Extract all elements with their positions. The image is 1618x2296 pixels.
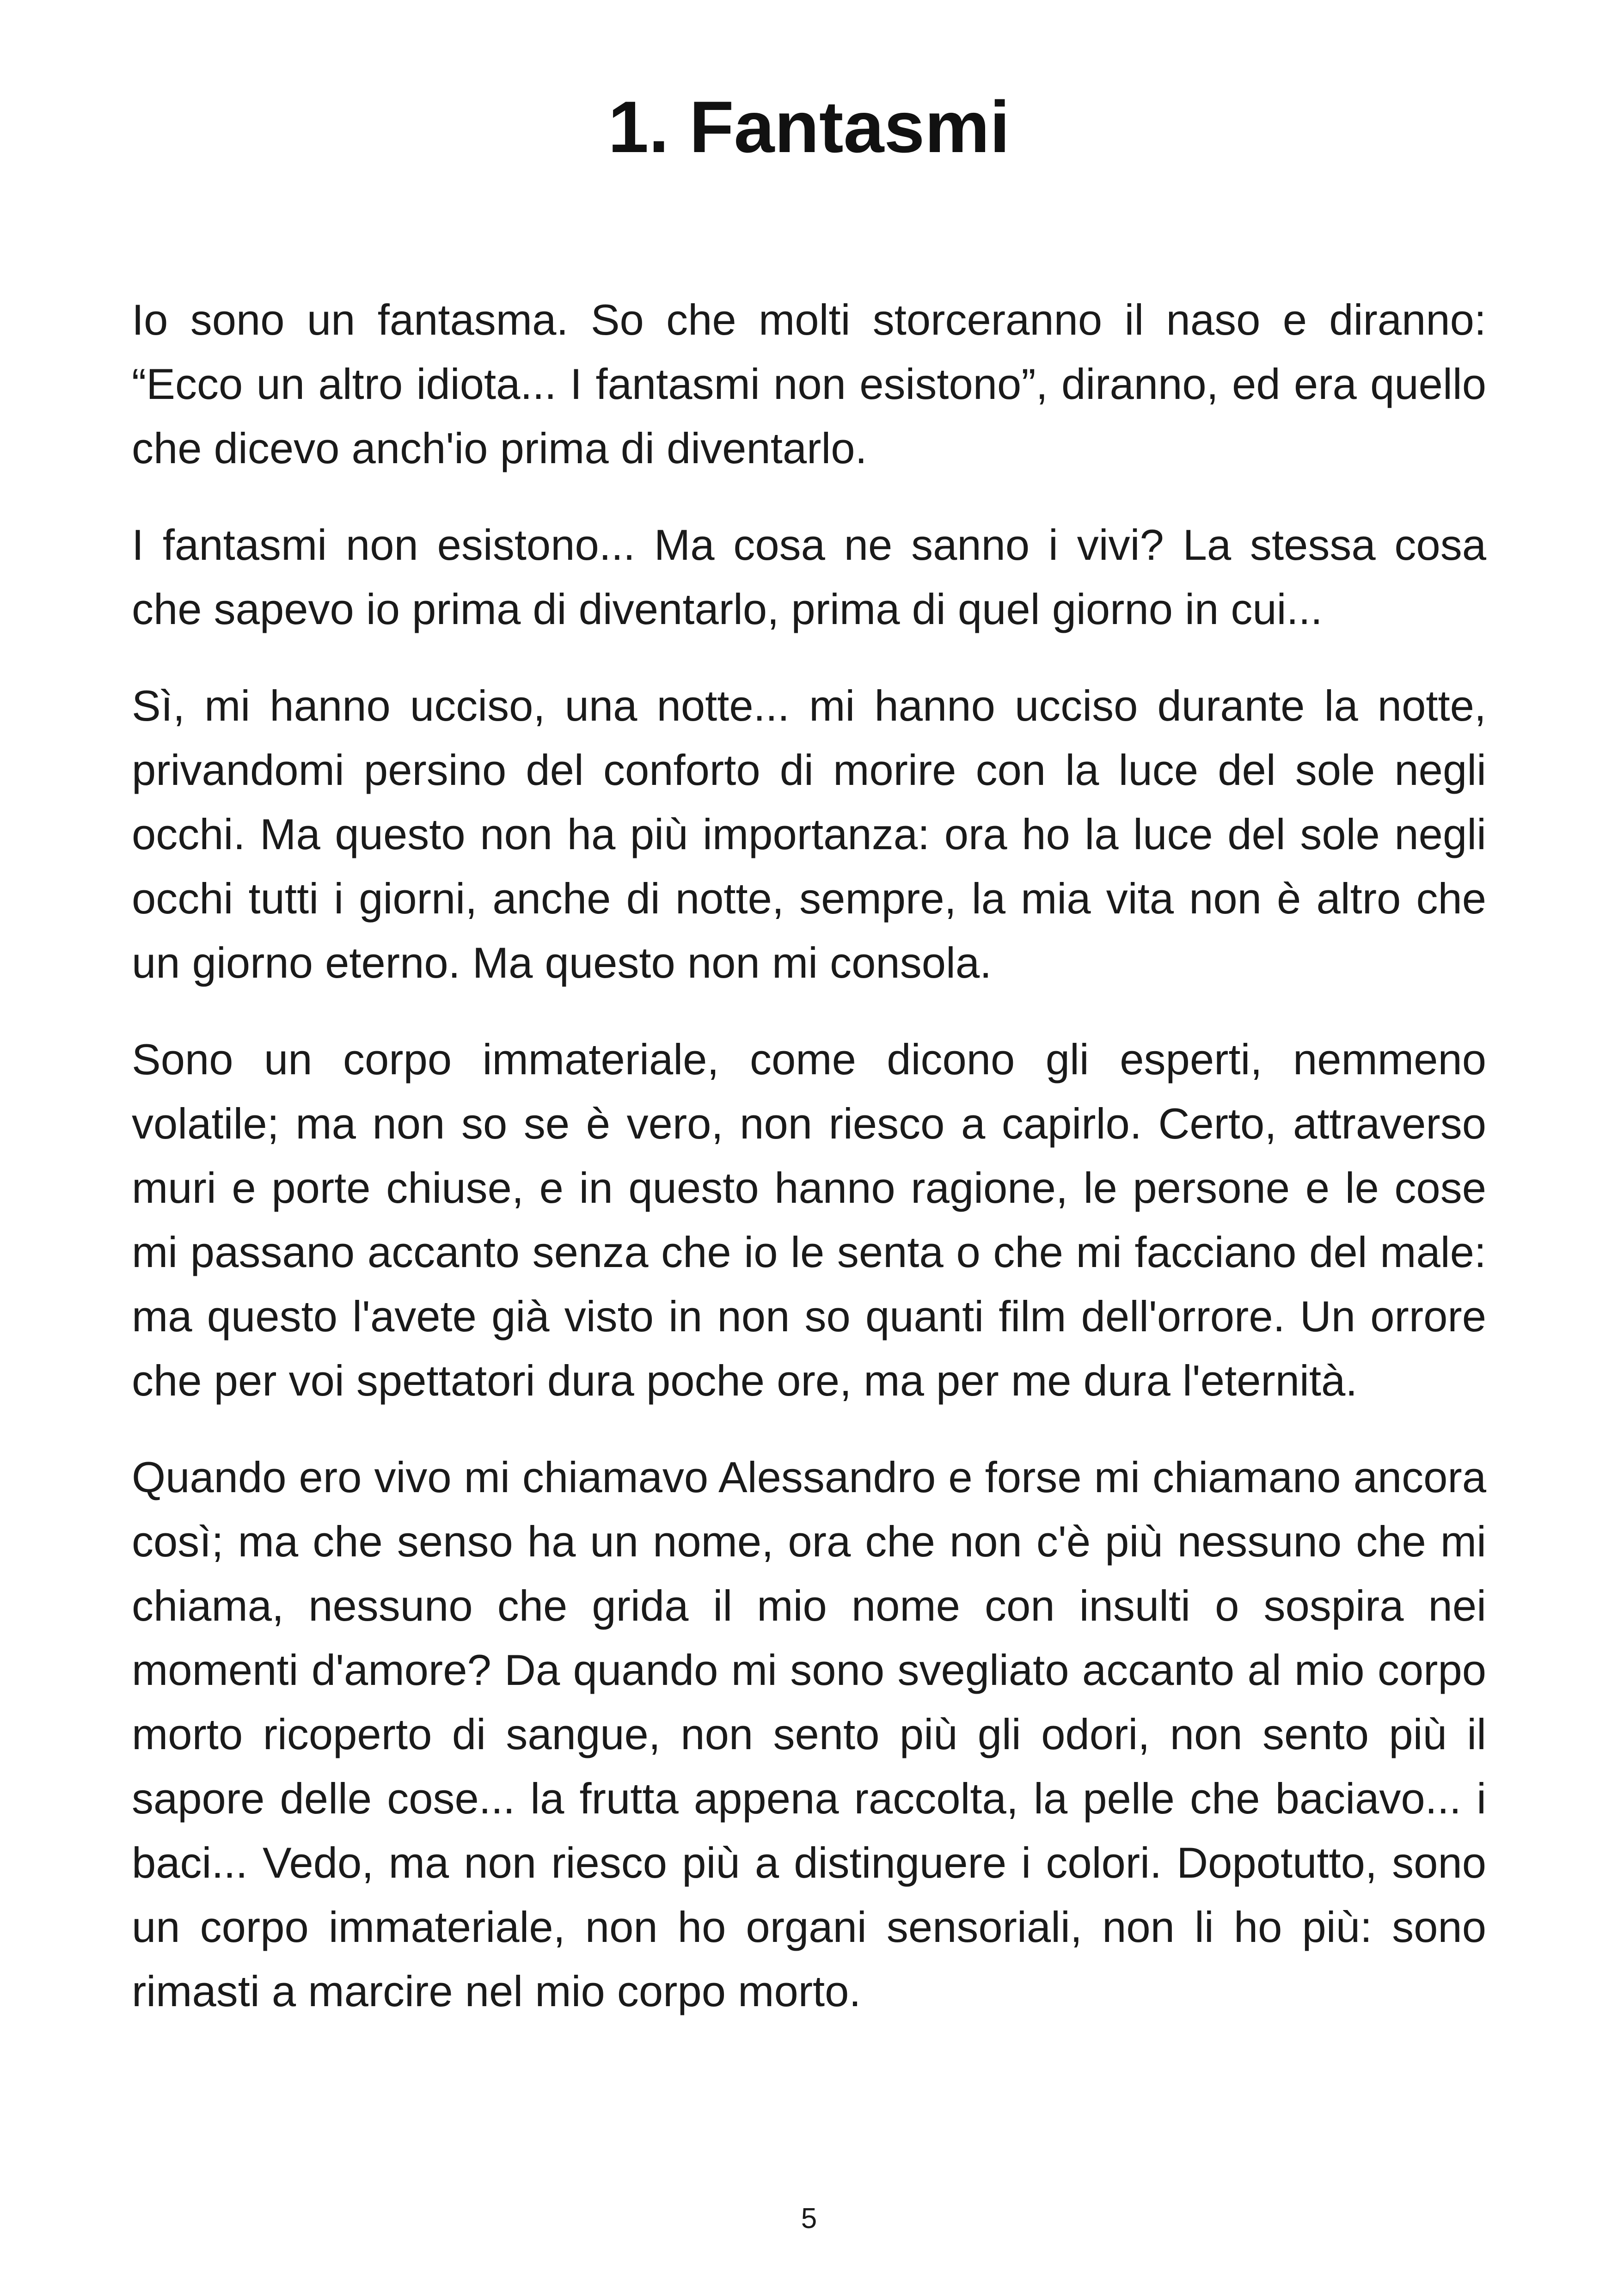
chapter-body bbox=[132, 288, 1486, 2056]
paragraph-5: Quando ero vivo mi chiamavo Alessandro e forse mi chiamano ancora così; ma che senso ha un nome, ora che non c'è più nessuno che mi chiama, nessuno che grida il mio nome con insulti o sospira nei momenti d'amore? Da quando mi sono svegliato accanto al mio corpo morto ricoperto di sangue, non sento più gli odori, non sento più il sapore delle cose... la frutta appena raccolta, la pelle che baciavo... i baci... Vedo, ma non riesco più a distinguere i colori. Dopotutto, sono un corpo immateriale, non ho organi sensoriali, non li ho più: sono rimasti a marcire nel mio corpo morto. bbox=[132, 1453, 1486, 2015]
paragraph-4: Sono un corpo immateriale, come dicono gli esperti, nemmeno volatile; ma non so se è vero, non riesco a capirlo. Certo, attraverso muri e porte chiuse, e in questo hanno ragione, le persone e le cose mi passano accanto senza che io le senta o che mi facciano del male: ma questo l'avete già visto in non so quanti film dell'orrore. Un orrore che per voi spettatori dura poche ore, ma per me dura l'eternità. bbox=[132, 1035, 1486, 1405]
chapter-title: 1. Fantasmi bbox=[608, 86, 1010, 168]
paragraph-2: I fantasmi non esistono... Ma cosa ne sanno i vivi? La stessa cosa che sapevo io prima di diventarlo, prima di quel giorno in cui... bbox=[132, 520, 1486, 633]
paragraph-3: Sì, mi hanno ucciso, una notte... mi hanno ucciso durante la notte, privandomi persino del conforto di morire con la luce del sole negli occhi. Ma questo non ha più importanza: ora ho la luce del sole negli occhi tutti i giorni, anche di notte, sempre, la mia vita non è altro che un giorno eterno. Ma questo non mi consola. bbox=[132, 681, 1486, 987]
page-number: 5 bbox=[801, 2203, 817, 2235]
paragraph-1: Io sono un fantasma. So che molti storceranno il naso e diranno: “Ecco un altro idiota... I fantasmi non esistono”, diranno, ed era quello che dicevo anch'io prima di diventarlo. bbox=[132, 295, 1486, 472]
